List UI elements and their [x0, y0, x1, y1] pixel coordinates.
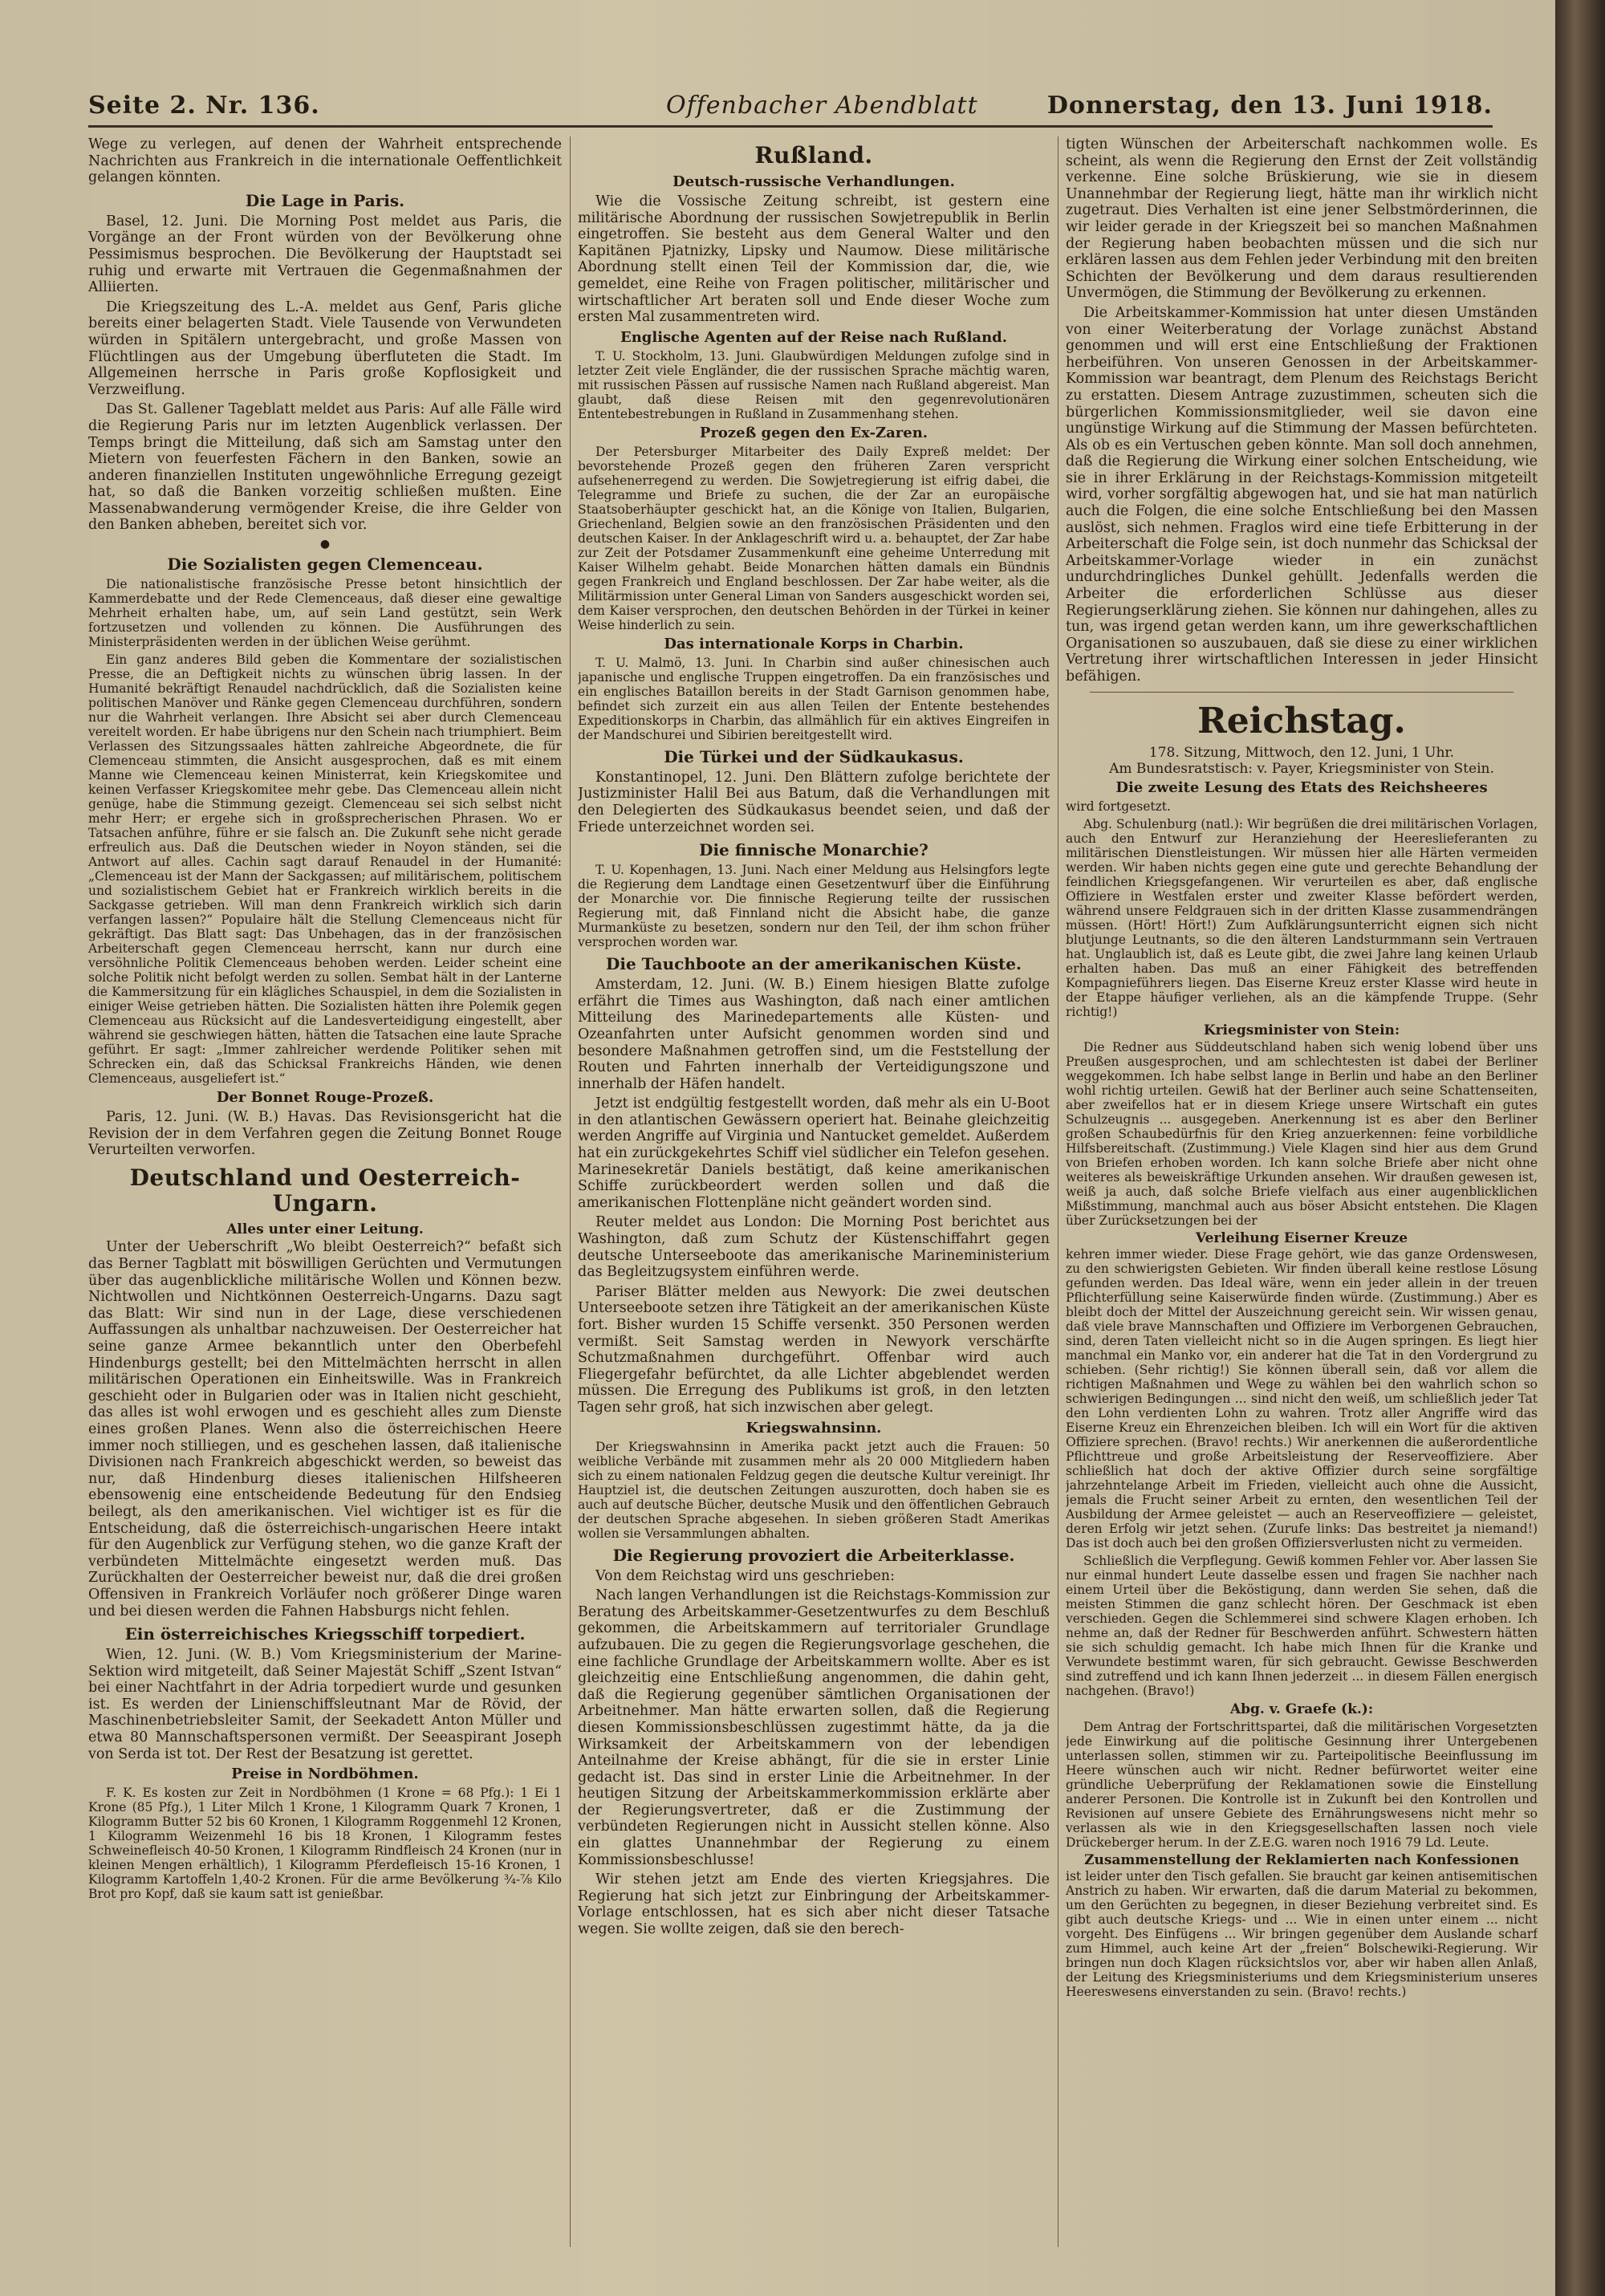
article-paragraph: kehren immer wieder. Diese Frage gehört, wie das ganze Ordenswesen, zu den schwierigsten Gebieten. Wir finden überall keine restlose Lösung gefunden werden. Das Ideal wäre, wenn ein jeder allein in der treuen Pflichterfüllung seine Kaiserwürde finden würde. (Zustimmung.) Aber es bleibt doch der Mittel der Auszeichnung gereicht sein. Wir wissen genau, daß viele brave Mannschaften und Offiziere im Verborgenen Gebrauchen, sind, deren Taten vielleicht nicht so in die Augen springen. Es liegt hier manchmal ein Manko vor, ein anderer hat die Tat in den Vordergrund zu schieben. (Sehr richtig!) Sie können überall sein, daß vor allem die richtigen Maßnahmen und Wege zu wählen bei den wahrlich schon so schwierigen Bedingungen ... sind nicht den weiß, um schließlich jeder Tat den Lohn verdienten Lohn zu wahren. Trotz aller Angriffe wird das Eiserne Kreuz ein Ehrenzeichen bleiben. Ich will ein Wort für die aktiven Offiziere sprechen. (Bravo! rechts.) Wir anerkennen die außerordentliche Pflichttreue und große Arbeitsleistung der Reserveoffiziere. Aber schließlich hat doch der aktive Offizier durch seine sorgfältige jahrzehntelange Arbeit im Frieden, vielleicht auch ohne die Aussicht, jemals die Frucht seiner Arbeit zu ernten, den wesentlichen Teil der Ausbildung der Armee geleistet — auch an Reserveoffiziere — geleistet, deren Erfolg wir jetzt sehen. (Zurufe links: Das bestreitet ja niemand!) Das ist doch auch bei den großen Offiziersverlusten nicht zu vermeiden.: [1066, 1247, 1538, 1551]
article-headline: Kriegswahnsinn.: [746, 1419, 882, 1437]
article-paragraph: ist leider unter den Tisch gefallen. Sie braucht gar keinen antisemitischen Anstrich zu haben. Wir erwarten, daß die darum Material zu bekommen, um den Gerüchten zu begegnen, in dieser Beziehung verbreitet sind. Es gibt auch deutsche Kriegs- und ... Wie in einen unter einem ... nicht vorgeht. Des Einfügens ... Wir bringen gegenüber dem Auslande scharf zum Himmel, auch keine Art der „freien“ Bolschewiki-Regierung. Wir bringen nun doch Klagen rücksichtslos vor, aber wir haben allen Anlaß, der Leitung des Kriegsministeriums und dem Kriegsministerium unseres Heereswesens einverstanden zu sein. (Bravo! rechts.): [1066, 1868, 1538, 1999]
section-subheadline: Alles unter einer Leitung.: [226, 1221, 424, 1237]
article-paragraph: Die Kriegszeitung des L.-A. meldet aus Genf, Paris gliche bereits einer belagerten Stadt. Viele Tausende von Verwundeten würden in Spitälern untergebracht, und große Massen von Flüchtlingen aus der Umgebung überfluteten die Stadt. Im Allgemeinen herrsche in Paris große Kopflosigkeit und Verzweiflung.: [88, 299, 562, 398]
article-paragraph: Paris, 12. Juni. (W. B.) Havas. Das Revisionsgericht hat die Revision der in dem Verfahren gegen die Zeitung Bonnet Rouge Verurteilten verworfen.: [88, 1109, 562, 1159]
speaker-heading: Zusammenstellung der Reklamierten nach Konfessionen: [1084, 1851, 1519, 1868]
article-paragraph: Die nationalistische französische Presse betont hinsichtlich der Kammerdebatte und der Rede Clemenceaus, daß dieser eine gewaltige Mehrheit erhalten habe, um, auf sein Land gestützt, sein Werk fortzusetzen und vollenden zu können. Die Ausführungen des Ministerpräsidenten werden in der üblichen Weise gerühmt.: [88, 577, 562, 650]
article-headline: Prozeß gegen den Ex-Zaren.: [699, 424, 928, 441]
article-headline: Die zweite Lesung des Etats des Reichsheeres: [1115, 778, 1488, 796]
article-paragraph: Die Arbeitskammer-Kommission hat unter diesen Umständen von einer Weiterberatung der Vorlage zunächst Abstand genommen und will erst eine Entschließung der Fraktionen herbeiführen. Von unseren Genossen in der Arbeitskammer-Kommission war beantragt, dem Plenum des Reichstags Bericht zu erstatten. Diesem Antrage zuzustimmen, scheuten sich die bürgerlichen Kommissionsmitglieder, weil sie davon eine ungünstige Wirkung auf die Stimmung der Massen befürchteten. Als ob es ein Vertuschen geben könnte. Man soll doch annehmen, daß die Regierung die Wirkung einer solchen Entscheidung, wie sie in ihrer Erklärung in der Reichstags-Kommission mitgeteilt wird, vorher sorgfältig abgewogen hat, und sie hat man natürlich auch die Folgen, die eine solche Entschließung bei den Massen auslöst, sich nehmen. Fraglos wird eine tiefe Erbitterung in der Arbeiterschaft die Folge sein, ist doch nunmehr das Schicksal der Arbeitskammer-Vorlage wieder in ein zunächst undurchdringliches Dunkel gehüllt. Jedenfalls werden die Arbeiter die erforderlichen Schlüsse aus dieser Regierungserklärung ziehen. Sie können nur dahingehen, alles zu tun, was irgend getan werden kann, um ihre gewerkschaftlichen Organisationen so auszubauen, daß sie diese zu einer wirklichen Vertretung ihrer wirtschaftlichen Interessen in jeder Hinsicht befähigen.: [1066, 304, 1538, 685]
header-page-number: Seite 2. Nr. 136.: [88, 91, 320, 120]
column-rule: [570, 136, 571, 2247]
column-3: [1066, 136, 1538, 2255]
article-paragraph: Der Kriegswahnsinn in Amerika packt jetzt auch die Frauen: 50 weibliche Verbände mit zusammen mehr als 20 000 Mitgliedern haben sich zu einem nationalen Feldzug gegen die deutsche Kultur vereinigt. Ihr Hauptziel ist, die deutschen Zeitungen auszurotten, doch haben sie es auch auf deutsche Bücher, deutsche Musik und den öffentlichen Gebrauch der deutschen Sprache abgesehen. In sieben größeren Stadt Amerikas wollen sie Versammlungen abhalten.: [578, 1439, 1050, 1541]
article-paragraph: Amsterdam, 12. Juni. (W. B.) Einem hiesigen Blatte zufolge erfährt die Times aus Washington, daß nach einer amtlichen Mitteilung des Marinedepartements alle Küsten- und Ozeanfahrten unter Aufsicht genommen worden sind und besondere Maßnahmen getroffen sind, um die Feststellung der Routen und Fahrten innerhalb der Verteidigungszone und innerhalb der Häfen handelt.: [578, 977, 1050, 1092]
article-paragraph: Die Redner aus Süddeutschland haben sich wenig lobend über uns Preußen ausgesprochen, und am schlechtesten ist dabei der Berliner weggekommen. Ich habe selbst lange in Berlin und habe an den Berliner wohl richtig urteilen. Gewiß hat der Berliner auch seine Schattenseiten, aber zweifellos hat er in diesem Kriege unsere Wirtschaft ein gutes Schulzeugnis ... ausgegeben. Anerkennung ist es aber den Berliner großen Schaubedürfnis für den Krieg anzuerkennen: feine vorbildliche Hilfsbereitschaft. (Zustimmung.) Viele Klagen sind hier aus dem Grund von Briefen erhoben worden. Ich kann solche Briefe aber nicht ohne weiteres als beweiskräftige Urkunden ansehen. Wir draußen gewesen ist, weiß ja auch, daß solche Briefe vielfach aus einer augenblicklichen Mißstimmung, manchmal auch aus böser Absicht entstehen. Die Klagen über Zurücksetzungen bei der: [1066, 1040, 1538, 1229]
section-headline: Reichstag.: [1197, 700, 1406, 742]
book-binding: [1555, 0, 1605, 2296]
column-1: [88, 136, 562, 2255]
speaker-heading: Abg. v. Graefe (k.):: [1229, 1701, 1374, 1718]
article-headline: Die Türkei und der Südkaukasus.: [664, 746, 964, 766]
article-paragraph: Konstantinopel, 12. Juni. Den Blättern zufolge berichtete der Justizminister Halil Bei aus Batum, daß die Verhandlungen mit den Delegierten des Südkaukasus beendet seien, und daß der Friede unterzeichnet worden sei.: [578, 769, 1050, 835]
session-info: 178. Sitzung, Mittwoch, den 12. Juni, 1 Uhr.: [1148, 744, 1455, 761]
article-headline: Englische Agenten auf der Reise nach Rußland.: [620, 328, 1008, 346]
article-paragraph: Jetzt ist endgültig festgestellt worden, daß mehr als ein U-Boot in den atlantischen Gewässern operiert hat. Beinahe gleichzeitig werden Angriffe auf Virginia und Nantucket gemeldet. Außerdem hat ein zurückgekehrtes Schiff viel südlicher ein Telefon gesehen. Marinesekretär Daniels bestätigt, daß keine amerikanischen Schiffe zurückbeordert werden sollen und daß die amerikanischen Flottenpläne nicht geändert worden sind.: [578, 1095, 1050, 1211]
article-paragraph: Reuter meldet aus London: Die Morning Post berichtet aus Washington, daß zum Schutz der Küstenschiffahrt gegen deutsche Unterseeboote das amerikanische Marineministerium das Begleitzugsystem einführen werde.: [578, 1214, 1050, 1281]
session-info: Am Bundesratstisch: v. Payer, Kriegsminister von Stein.: [1109, 760, 1494, 777]
article-paragraph: Dem Antrag der Fortschrittspartei, daß die militärischen Vorgesetzten jede Einwirkung auf die politische Gesinnung ihrer Untergebenen unterlassen sollen, stimmen wir zu. Parteipolitische Beeinflussung im Heere wünschen auch wir nicht. Redner befürwortet weiter eine gründliche Ueberprüfung der Reklamationen sowie die Einstellung anderer Personen. Die Kontrolle ist in Zukunft bei den Kontrollen und Revisionen auf unsere Gebiete des Ernährungswesens nicht mehr so verlassen als wie in den Kriegsgesellschaften lassen noch viele Drückeberger herum. In der Z.E.G. waren noch 1916 79 Ld. Leute.: [1066, 1719, 1538, 1850]
article-paragraph: Ein ganz anderes Bild geben die Kommentare der sozialistischen Presse, die an Deftigkeit nichts zu wünschen übrig lassen. In der Humanité bekräftigt Renaudel nachdrücklich, daß die Sozialisten keine politischen Manöver und Ränke gegen Clemenceau durchführen, sondern nur die Wahrheit verlangen. Ihre Absicht sei aber durch Clemenceau vereitelt worden. Er habe übrigens nur den Schein nach triumphiert. Beim Verlassen des Sitzungssaales hätten zahlreiche Abgeordnete, die für Clemenceau stimmten, die Ansicht ausgesprochen, daß es mit einem Manne wie Clemenceau keinen Ministerrat, kein Kriegskomitee und keinen Verfasser Kriegskomitee mehr gebe. Das Clemenceau allein nicht genüge, habe die Stimmung gezeigt. Clemenceau sei sich selbst nicht mehr Herr; er ergehe sich in großsprecherischen Phrasen. Wo er Tatsachen anführe, führe er sie falsch an. Die Zukunft sehe nicht gerade erfreulich aus. Daß die Deutschen wieder in Noyon ständen, sei die Antwort auf alles. Cachin sagt darauf Renaudel in der Humanité: „Clemenceau ist der Mann der Sackgassen; auf militärischem, politischem und sozialistischem Gebiet hat er Frankreich wirklich bereits in die Sackgasse getrieben. Will man denn Frankreich wirklich sich darin verfangen lassen?“ Populaire hält die Stellung Clemenceaus nicht für gekräftigt. Das Blatt sagt: Das Unbehagen, das in der französischen Arbeiterschaft gegen Clemenceau herrscht, kann nur durch eine versöhnliche Politik Clemenceaus behoben werden. Leider scheint eine solche Politik nicht befolgt werden zu sollen. Sembat hält in der Lanterne die Kammersitzung für ein klägliches Schauspiel, in dem die Sozialisten in einiger Weise getrieben hätten. Die Sozialisten hätten ihre Polemik gegen Clemenceau aus Rücksicht auf die Landesverteidigung eingestellt, aber während sie geschwiegen hätten, hätten die Tatsachen eine laute Sprache geführt. Er sagt: „Immer zahlreicher werdende Politiker sehen mit Schrecken ein, daß das Schicksal Frankreichs Händen, wie denen Clemenceaus, ausgeliefert ist.“: [88, 652, 562, 1087]
article-headline: Das internationale Korps in Charbin.: [664, 635, 964, 652]
column-2: [578, 136, 1050, 2255]
article-paragraph: Wir stehen jetzt am Ende des vierten Kriegsjahres. Die Regierung hat sich jetzt zur Einbringung der Arbeitskammer-Vorlage entschlossen, hat es sich aber nicht dieser Tatsache wegen. Sie wollte zeigen, daß sie den berech-: [578, 1871, 1050, 1938]
article-paragraph: Wien, 12. Juni. (W. B.) Vom Kriegsministerium der Marine-Sektion wird mitgeteilt, daß Seiner Majestät Schiff „Szent Istvan“ bei einer Nachtfahrt in der Adria torpediert wurde und gesunken ist. Es werden der Linienschiffsleutnant Mar de Rövid, der Maschinenbetriebsleiter Samit, der Seekadett Anton Müller und etwa 80 Mannschaftspersonen vermißt. Der Seeaspirant Joseph von Serda ist tot. Der Rest der Besatzung ist gerettet.: [88, 1647, 562, 1762]
section-divider: [1090, 692, 1514, 693]
article-continuation: tigten Wünschen der Arbeiterschaft nachkommen wolle. Es scheint, als wenn die Regierung den Ernst der Zeit vollständig verkenne. Eine solche Brüskierung, wie sie in diesem Unannehmbar der Regierung liegt, hätte man ihr wirklich nicht zugetraut. Dies Verhalten ist eine jener Selbstmörderinnen, die wir leider gerade in der Kriegszeit bei so manchen Maßnahmen der Regierung haben beobachten müssen und die sich nur erklären lassen aus dem Fehlen jeder Verbindung mit den breiten Schichten der Bevölkerung und dem daraus resultierenden Unvermögen, die Stimmung der Bevölkerung zu erkennen.: [1066, 136, 1538, 302]
page-header: [88, 87, 1493, 128]
article-paragraph: Basel, 12. Juni. Die Morning Post meldet aus Paris, die Vorgänge an der Front würden von der Bevölkerung ohne Pessimismus besprochen. Die Bevölkerung der Hauptstadt sei ruhig und erwarte mit Vertrauen die Gegenmaßnahmen der Alliierten.: [88, 213, 562, 296]
section-headline: Deutschland und Oesterreich-Ungarn.: [129, 1164, 521, 1217]
article-paragraph: Wie die Vossische Zeitung schreibt, ist gestern eine militärische Abordnung der russischen Sowjetrepublik in Berlin eingetroffen. Sie besteht aus dem General Walter und den Kapitänen Pjatnizky, Lipsky und Naumow. Diese militärische Abordnung stellt einen Teil der Kommission dar, die, wie gemeldet, eine Reihe von Fragen politischer, militärischer und wirtschaftlicher Art beraten soll und Ende dieser Woche zum ersten Mal zusammentreten wird.: [578, 193, 1050, 326]
article-continuation: Wege zu verlegen, auf denen der Wahrheit entsprechende Nachrichten aus Frankreich in die internationale Oeffentlichkeit gelangen könnten.: [88, 136, 562, 186]
article-headline: Die Tauchboote an der amerikanischen Küste.: [606, 954, 1022, 974]
article-paragraph: T. U. Kopenhagen, 13. Juni. Nach einer Meldung aus Helsingfors legte die Regierung dem Landtage einen Gesetzentwurf über die Einführung der Monarchie vor. Die finnische Regierung teilte der russischen Regierung mit, daß Finnland nicht die Absicht habe, die ganze Murmanküste zu besetzen, sondern nur den Teil, der ihm schon früher versprochen worden war.: [578, 863, 1050, 950]
article-headline: Preise in Nordböhmen.: [231, 1766, 419, 1783]
article-paragraph: Der Petersburger Mitarbeiter des Daily Expreß meldet: Der bevorstehende Prozeß gegen den früheren Zaren verspricht aufsehenerregend zu werden. Die Sowjetregierung ist eifrig dabei, die Telegramme und Briefe zu suchen, die der Zar an europäische Staatsoberhäupter geschickt hat, an die Könige von Italien, Bulgarien, Griechenland, Belgien sowie an den französischen Präsidenten und den deutschen Kaiser. In der Anklageschrift wird u. a. behauptet, der Zar habe zur Zeit der Potsdamer Zusammenkunft eine geheime Unterredung mit Kaiser Wilhelm gehabt. Beide Monarchen hätten damals ein Bündnis gegen Frankreich und England beschlossen. Der Zar habe weiter, als die Militärmission unter General Liman von Sanders ausgeschickt worden sei, dem Kaiser versprochen, den deutschen Behörden in der Türkei in keiner Weise hinderlich zu sein.: [578, 444, 1050, 632]
article-paragraph: T. U. Stockholm, 13. Juni. Glaubwürdigen Meldungen zufolge sind in letzter Zeit viele Engländer, die der russischen Sprache mächtig waren, mit russischen Pässen auf russische Namen nach Rußland abgereist. Man glaubt, daß diese Reisen mit den gegenrevolutionären Ententebestrebungen in Rußland in Zusammenhang stehen.: [578, 348, 1050, 421]
article-paragraph: Abg. Schulenburg (natl.): Wir begrüßen die drei militärischen Vorlagen, auch den Entwurf zur Heranziehung der Heereslieferanten zu militärischen Dienstleistungen. Wir müssen hier alle Härten vermeiden werden. Wir haben nichts gegen eine gute und gerechte Behandlung der feindlichen Kriegsgefangenen. Wir verurteilen es aber, daß englische Offiziere in Westfalen erster und zweiter Klasse befördert werden, während unsere Feldgrauen sich in der dritten Klasse zusammendrängen müssen. (Hört! Hört!) Zum Aufklärungsunterricht eignen sich nicht blutjunge Leutnants, so die den älteren Landsturmmann sein Vertrauen hat. Unglaublich ist, daß es Leute gibt, die zwei Jahre lang keinen Urlaub erhalten haben. Das muß an einer Fähigkeit des betreffenden Kompagnieführers liegen. Das Eiserne Kreuz erster Klasse wird heute in der Etappe häufiger verliehen, als an die kämpfende Truppe. (Sehr richtig!): [1066, 816, 1538, 1019]
section-headline: Rußland.: [754, 142, 873, 169]
article-paragraph: Das St. Gallener Tageblatt meldet aus Paris: Auf alle Fälle wird die Regierung Paris nur im letzten Augenblick verlassen. Der Temps bringt die Mitteilung, daß sich am Samstag unter den Mietern von feuerfesten Fächern in den Banken, sowie an anderen finanziellen Instituten ungewöhnliche Erregung gezeigt hat, so daß die Banken vorzeitig schließen mußten. Eine Massenabwanderung vermögender Kreise, die ihre Gelder von den Banken abheben, bereitet sich vor.: [88, 401, 562, 534]
article-headline: Ein österreichisches Kriegsschiff torpediert.: [124, 1624, 526, 1644]
speaker-heading: Verleihung Eiserner Kreuze: [1195, 1230, 1408, 1247]
article-paragraph: T. U. Malmö, 13. Juni. In Charbin sind außer chinesischen auch japanische und englische Truppen eingetroffen. Da ein französisches und ein englisches Bataillon bereits in der Stadt Garnison genommen habe, befindet sich zurzeit ein aus allen Teilen der Entente bestehendes Expeditionskorps in Charbin, das allmählich für ein aktives Eingreifen in der Mandschurei und Sibirien bereitgestellt wird.: [578, 655, 1050, 742]
separator-dot: ●: [319, 538, 331, 551]
article-paragraph: wird fortgesetzt.: [1066, 799, 1171, 814]
article-paragraph: F. K. Es kosten zur Zeit in Nordböhmen (1 Krone = 68 Pfg.): 1 Ei 1 Krone (85 Pfg.), 1 Liter Milch 1 Krone, 1 Kilogramm Quark 7 Kronen, 1 Kilogramm Butter 52 bis 60 Kronen, 1 Kilogramm Roggenmehl 12 Kronen, 1 Kilogramm Weizenmehl 16 bis 18 Kronen, 1 Kilogramm festes Schweinefleisch 40-50 Kronen, 1 Kilogramm Rindfleisch 24 Kronen (nur in kleinen Mengen erhältlich), 1 Kilogramm Pferdefleisch 15-16 Kronen, 1 Kilogramm Kartoffeln 1,40-2 Kronen. Für die arme Bevölkerung ¾-⅞ Kilo Brot pro Kopf, daß sie kaum satt ist genießbar.: [88, 1786, 562, 1902]
article-paragraph: Von dem Reichstag wird uns geschrieben:: [595, 1567, 895, 1584]
article-headline: Die Lage in Paris.: [245, 190, 405, 210]
speaker-heading: Kriegsminister von Stein:: [1203, 1022, 1400, 1038]
article-headline: Deutsch-russische Verhandlungen.: [672, 173, 955, 190]
article-paragraph: Schließlich die Verpflegung. Gewiß kommen Fehler vor. Aber lassen Sie nur einmal hundert Leute dasselbe essen und fragen Sie nachher nach einem Urteil über die Beköstigung, dann werden Sie sehen, daß die meisten Stimmen die ganz schlecht hören. Der Geschmack ist eben verschieden. Gegen die Schlemmerei sind schwere Klagen erhoben. Ich nehme an, daß der Redner für Beschwerden anführt. Schwestern hätten sie sich schuldig gemacht. Ich habe mich Ihnen für die Kranke und Verwundete bestimmt waren, für sich gebraucht. Gewisse Beschwerden sind zutreffend und ich kann Ihnen jederzeit ... in diesem Fällen energisch nachgehen. (Bravo!): [1066, 1554, 1538, 1699]
article-paragraph: Pariser Blätter melden aus Newyork: Die zwei deutschen Unterseeboote setzen ihre Tätigkeit an der amerikanischen Küste fort. Bisher wurden 15 Schiffe versenkt. 350 Personen werden vermißt. Seit Samstag werden in Newyork verschärfte Schutzmaßnahmen durchgeführt. Offenbar wird auch Fliegergefahr befürchtet, da alle Lichter abgeblendet werden müssen. Die Erregung des Publikums ist groß, in den letzten Tagen sehr groß, hat sich inzwischen aber gelegt.: [578, 1283, 1050, 1416]
article-paragraph: Unter der Ueberschrift „Wo bleibt Oesterreich?“ befaßt sich das Berner Tagblatt mit böswilligen Gerüchten und Vermutungen über das augenblickliche militärische Wollen und Können bezw. Nichtwollen und Nichtkönnen Oesterreich-Ungarns. Dazu sagt das Blatt: Wir sind nun in der Lage, diese verschiedenen Auffassungen als unhaltbar nachzuweisen. Der Oesterreicher hat seine ganze Armee bekanntlich unter den Oberbefehl Hindenburgs gestellt; bei den Mittelmächten herrscht in allen militärischen Operationen ein Einheitswille. Was in Frankreich geschieht oder in Bulgarien oder was in Italien nicht geschieht, das alles ist wohl erwogen und es geschieht alles zum Dienste eines großen Planes. Wenn also die österreichischen Heere immer noch stilliegen, und es geschehen lassen, daß italienische Divisionen nach Frankreich abgeschickt werden, so beweist das nur, daß Hindenburg dieses italienischen Hilfsheeren ebensowenig eine entscheidende Bedeutung für den Endsieg beilegt, als den amerikanischen. Viel wichtiger ist es für die Entscheidung, daß die österreichisch-ungarischen Heere intakt für den Augenblick zur Verfügung stehen, wo die ganze Kraft der verbündeten Mittelmächte eingesetzt werden muß. Das Zurückhalten der Oesterreicher beweist nur, daß die drei großen Offensiven in Frankreich Vorläufer noch größerer Dinge waren und bei diesen werden die Fahnen Habsburgs nicht fehlen.: [88, 1239, 562, 1619]
article-paragraph: Nach langen Verhandlungen ist die Reichstags-Kommission zur Beratung des Arbeitskammer-Gesetzentwurfes zu dem Beschluß gekommen, die Arbeitskammern auf territorialer Grundlage aufzubauen. Die zu gegen die Regierungsvorlage geschehen, die eine fachliche Grundlage der Arbeitskammern wollte. Aber es ist gleichzeitig eine Entschließung angenommen, die dahin geht, daß die Regierung gegenüber sämtlichen Organisationen der Arbeitnehmer. Man hätte erwarten sollen, daß die Regierung diesen Kommissionsbeschlüssen zugestimmt hätte, da ja die Wirksamkeit der Arbeitskammern von der lebendigen Anteilnahme der Kreise abhängt, für die sie in erster Linie gedacht ist. Das sind in erster Linie die Arbeitnehmer. In der heutigen Sitzung der Arbeitskammerkommission erklärte aber der Regierungsvertreter, daß er die Zustimmung der verbündeten Regierungen nicht in Aussicht stellen könne. Also ein glattes Unannehmbar der Regierung zu einem Kommissionsbeschlusse!: [578, 1587, 1050, 1868]
header-date: Donnerstag, den 13. Juni 1918.: [1046, 91, 1493, 120]
article-headline: Der Bonnet Rouge-Prozeß.: [216, 1089, 434, 1107]
article-headline: Die Sozialisten gegen Clemenceau.: [167, 555, 483, 575]
article-headline: Die finnische Monarchie?: [699, 840, 928, 860]
header-newspaper-name: Offenbacher Abendblatt: [666, 91, 978, 120]
article-headline: Die Regierung provoziert die Arbeiterklasse.: [612, 1545, 1015, 1565]
